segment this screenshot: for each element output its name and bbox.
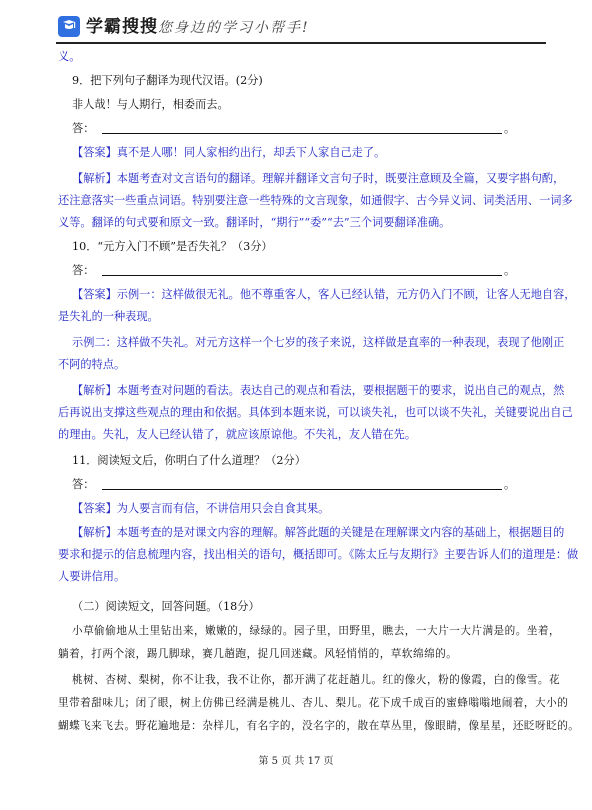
question-11: 11．阅读短文后，你明白了什么道理？（2分）: [72, 454, 306, 467]
answer-period: 。: [504, 264, 516, 277]
passage-line: 桃树、杏树、梨树，你不让我，我不让你，都开满了花赶趟儿。红的像火，粉的像霞，白的像雪。花: [72, 674, 561, 686]
passage-line: 躺着，打两个滚，踢几脚球，赛几趟跑，捉几回迷藏。风轻悄悄的，草软绵绵的。: [58, 648, 458, 660]
q9-answer: 【答案】真不是人哪！同人家相约出行，却丢下人家自己走了。: [72, 146, 386, 159]
q9-analysis: 还注意落实一些重点词语。特别要注意一些特殊的文言现象，如通假字、古今异义词、词类活用、一词多: [58, 194, 573, 207]
answer-label: 答：: [72, 478, 95, 491]
answer-blank: [102, 476, 502, 490]
q10-answer: 是失礼的一种表现。: [58, 310, 159, 323]
q11-analysis: 【解析】本题考查的是对课文内容的理解。解答此题的关键是在理解课文内容的基础上，根据题目的: [72, 526, 565, 539]
page-header: [0, 0, 592, 42]
section-heading: （二）阅读短文，回答问题。（18分）: [72, 600, 260, 613]
question-10: 10．“元方入门不顾”是否失礼？（3分）: [72, 240, 273, 253]
q10-answer: 不阿的特点。: [58, 358, 126, 371]
passage-line: 蝴蝶飞来飞去。野花遍地是：杂样儿，有名字的，没名字的，散在草丛里，像眼睛，像星星，还眨呀眨的。: [58, 720, 580, 732]
q11-analysis: 要求和提示的信息梳理内容，找出相关的语句，概括即可。《陈太丘与友期行》主要告诉人们的道理是：做: [58, 548, 579, 561]
brand-slogan: 您身边的学习小帮手!: [158, 20, 310, 36]
header-rule: [56, 42, 546, 44]
q10-analysis: 后再说出支撑这些观点的理由和依据。具体到本题来说，可以谈失礼，也可以谈不失礼，关键要说出自己: [58, 406, 573, 419]
q11-analysis: 人要讲信用。: [58, 570, 126, 583]
q11-answer: 【答案】为人要言而有信，不讲信用只会自食其果。: [72, 502, 330, 515]
q10-analysis: 【解析】本题考查对问题的看法。表达自己的观点和看法，要根据题干的要求，说出自己的观点，然: [72, 384, 565, 397]
brand-name: 学霸搜搜: [86, 17, 158, 37]
answer-label: 答：: [72, 264, 95, 277]
logo-icon: [58, 16, 80, 37]
answer-label: 答：: [72, 122, 95, 135]
passage-line: 里带着甜味儿；闭了眼，树上仿佛已经满是桃儿、杏儿、梨儿。花下成千成百的蜜蜂嗡嗡地闹着，大小的: [58, 697, 569, 709]
answer-period: 。: [504, 122, 516, 135]
text-line: 义。: [58, 50, 81, 63]
question-9: 9．把下列句子翻译为现代汉语。(2分): [72, 74, 263, 87]
passage-line: 小草偷偷地从土里钻出来，嫩嫩的，绿绿的。园子里，田野里，瞧去，一大片一大片满是的。坐着，: [72, 625, 561, 637]
q10-analysis: 的理由。失礼，友人已经认错了，就应该原谅他。不失礼，友人错在先。: [58, 428, 417, 441]
answer-blank: [102, 120, 502, 134]
q9-analysis: 义等。翻译的句式要和原文一致。翻译时，“期行”“委”“去”三个词要翻译准确。: [58, 216, 451, 229]
q10-answer: 【答案】示例一：这样做很无礼。他不尊重客人，客人已经认错，元方仍入门不顾，让客人无地自容，: [72, 288, 576, 301]
question-9-source: 非人哉！与人期行，相委而去。: [72, 98, 229, 111]
answer-blank: [102, 262, 502, 276]
q9-analysis: 【解析】本题考查对文言语句的翻译。理解并翻译文言句子时，既要注意顾及全篇，又要字斟句酌，: [72, 172, 565, 185]
q10-answer: 示例二：这样做不失礼。对元方这样一个七岁的孩子来说，这样做是直率的一种表现，表现了他刚正: [72, 336, 565, 349]
page-number: 第 5 页 共 17 页: [258, 756, 334, 767]
answer-period: 。: [504, 478, 516, 491]
